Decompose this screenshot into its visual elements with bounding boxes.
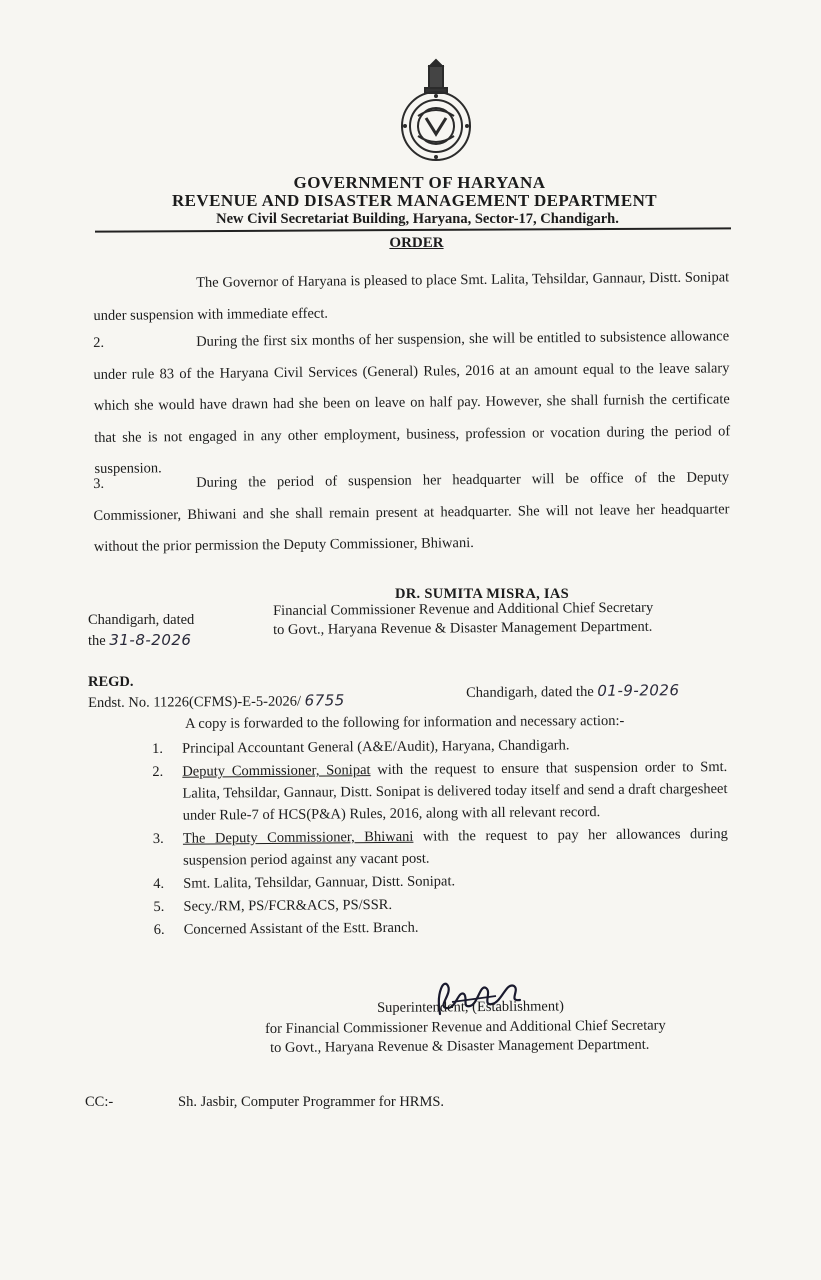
list-item-text: Deputy Commissioner, Sonipat with the request to ensure that suspension order to Smt. Lalita, Tehsildar, Gannaur, Distt. Sonipat is delivered today itself and send a draft chargesheet under Rule-7 of HCS(P&A) Rules, 2016, along with all relevant record.	[182, 758, 728, 824]
superintendent-line-2: for Financial Commissioner Revenue and Additional Chief Secretary	[265, 1017, 666, 1037]
handwritten-endorsement-number: 6755	[304, 691, 345, 710]
list-item-text: Secy./RM, PS/FCR&ACS, PS/SSR.	[183, 896, 393, 915]
distribution-list	[152, 733, 729, 942]
dated-line	[88, 631, 191, 650]
list-item-text: Principal Accountant General (A&E/Audit), Haryana, Chandigarh.	[182, 737, 570, 757]
cc-recipient: Sh. Jasbir, Computer Programmer for HRMS.	[178, 1094, 445, 1110]
endorsement-number-text: Endst. No. 11226(CFMS)-E-5-2026/	[88, 693, 302, 711]
endorsement-number	[88, 691, 345, 712]
dated-prefix: the	[88, 633, 106, 649]
header-government: GOVERNMENT OF HARYANA	[293, 173, 546, 192]
list-item-number: 4.	[153, 875, 165, 892]
signatory-designation-2: to Govt., Haryana Revenue & Disaster Management Department.	[273, 618, 653, 638]
list-item-number: 5.	[153, 898, 165, 915]
superintendent-line-3: to Govt., Haryana Revenue & Disaster Management Department.	[270, 1036, 650, 1056]
endorsement-date-label: Chandigarh, dated the	[466, 683, 594, 701]
paragraph-1: The Governor of Haryana is pleased to place Smt. Lalita, Tehsildar, Gannaur, Distt. Sonipat under suspension with immediate effect.	[93, 269, 730, 324]
paragraph-2	[93, 321, 731, 485]
paragraph-3-number: 3.	[93, 475, 105, 492]
handwritten-order-date: 31-8-2026	[109, 631, 192, 649]
paragraph-3-text: During the period of suspension her headquarter will be office of the Deputy Commissioner, Bhiwani and she shall remain present at headquarter. She will not leave her headquarter without the prior permission the Deputy Commissioner, Bhiwani.	[93, 469, 730, 555]
cc-label: CC:-	[85, 1094, 114, 1110]
signatory-designation-1: Financial Commissioner Revenue and Additional Chief Secretary	[273, 599, 654, 619]
list-item-number: 1.	[152, 740, 164, 757]
forward-note: A copy is forwarded to the following for information and necessary action:-	[185, 712, 625, 732]
header-department: REVENUE AND DISASTER MANAGEMENT DEPARTMENT	[171, 191, 657, 210]
order-title: ORDER	[389, 235, 444, 251]
header-address: New Civil Secretariat Building, Haryana, Sector-17, Chandigarh.	[216, 211, 619, 227]
dated-label: Chandigarh, dated	[88, 612, 195, 628]
list-item	[153, 823, 728, 872]
list-item	[154, 914, 729, 941]
list-item-number: 3.	[152, 830, 164, 847]
paragraph-2-text: During the first six months of her suspension, she will be entitled to subsistence allowance under rule 83 of the Haryana Civil Services (General) Rules, 2016 at an amount equal to the leave salary which she would have drawn had she been on leave on half pay. However, she shall furnish the certificate that she is not engaged in any other employment, business, profession or vocation during the period of suspension.	[93, 328, 731, 477]
handwritten-endorsement-date: 01-9-2026	[597, 681, 680, 700]
signatory-name: DR. SUMITA MISRA, IAS	[395, 586, 570, 602]
list-item-text: The Deputy Commissioner, Bhiwani with the request to pay her allowances during suspension period against any vacant post.	[182, 825, 728, 869]
list-item	[152, 756, 728, 827]
state-emblem-icon	[396, 56, 476, 166]
regd-label: REGD.	[88, 674, 134, 690]
paragraph-2-number: 2.	[93, 334, 105, 351]
list-item-text: Concerned Assistant of the Estt. Branch.	[183, 919, 419, 938]
list-item-number: 6.	[153, 921, 165, 938]
list-item-number: 2.	[152, 763, 164, 780]
endorsement-date	[466, 681, 680, 702]
list-item-text: Smt. Lalita, Tehsildar, Gannuar, Distt. Sonipat.	[183, 873, 456, 892]
superintendent-title: Superintendent, (Establishment)	[377, 998, 564, 1016]
paragraph-3	[93, 462, 730, 563]
header-rule	[95, 227, 731, 232]
